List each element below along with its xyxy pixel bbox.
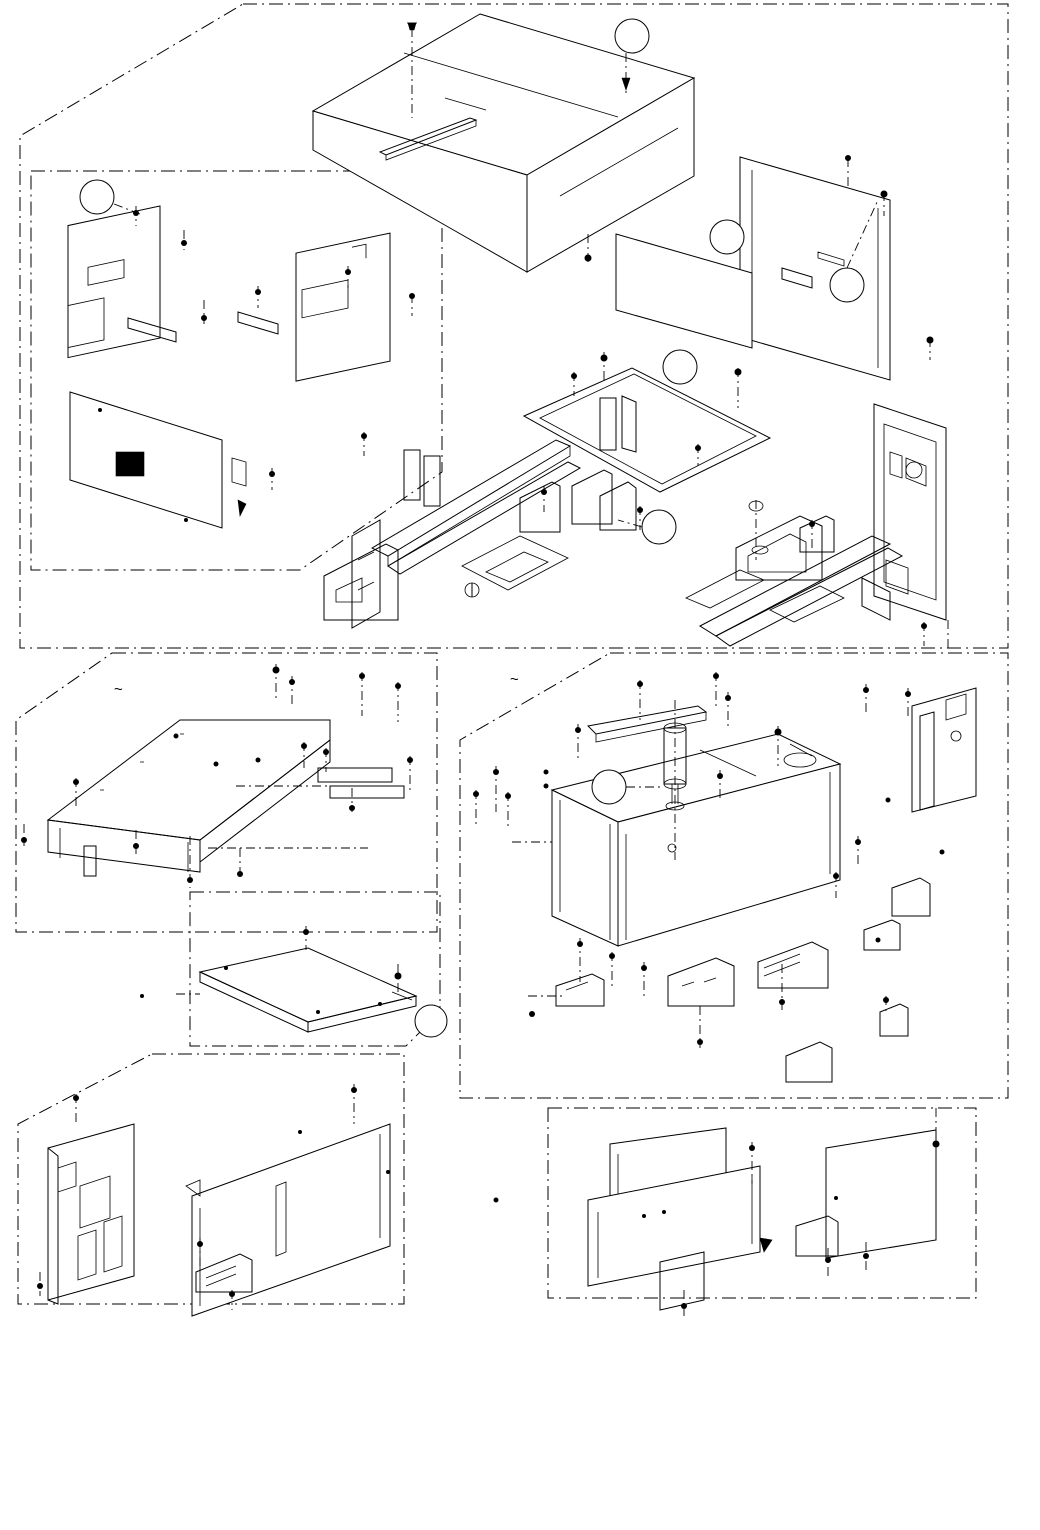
fastener-head [181, 240, 187, 246]
br-arrow-marker [760, 1238, 772, 1252]
pin-dot-4 [544, 770, 549, 775]
flat-panel-c-hole-1 [98, 408, 102, 412]
pin-dot-3 [876, 938, 881, 943]
callout-1-balloon [615, 19, 649, 53]
fastener-head [717, 773, 723, 779]
tray-hole-2 [378, 1002, 382, 1006]
fastener-top-1-head [408, 23, 416, 30]
fastener-head [713, 673, 719, 679]
fastener-head [725, 695, 731, 701]
fastener-head [571, 373, 577, 379]
bl-left-cover-panel [48, 1124, 134, 1300]
lower-bracket-4 [880, 1004, 908, 1036]
bl-right-cover-panel [192, 1124, 390, 1316]
fastener-head [21, 837, 27, 843]
callout-8-balloon [415, 1005, 447, 1037]
tray-fastener-head [303, 929, 309, 935]
fastener-head [809, 521, 815, 527]
fastener-head [37, 1283, 43, 1289]
rail-end-bracket [84, 846, 96, 876]
fastener-head [361, 433, 367, 439]
lower-bracket-1-detail [566, 982, 588, 990]
chassis-left-post [352, 520, 380, 628]
lower-bracket-5 [786, 1042, 832, 1082]
callout-6-leader [618, 520, 642, 527]
fastener-head-3 [927, 337, 934, 344]
br-hole-2 [662, 1210, 666, 1214]
fastener-head [73, 1095, 79, 1101]
pin-dot-2 [940, 850, 945, 855]
mid-right-enclosure-assembly [473, 671, 976, 1082]
mid-tray-assembly [140, 926, 447, 1037]
bottom-right-cover-assembly [588, 1108, 940, 1316]
enclosure-top-rail-edge [596, 712, 706, 742]
upper-left-panel-subassembly [68, 180, 415, 528]
bl-hole-2 [386, 1170, 390, 1174]
fastener-head [133, 210, 139, 216]
lower-bracket-2-hole-a [682, 978, 716, 986]
chassis-deck-detail [462, 536, 568, 590]
tray-hole-1 [224, 966, 228, 970]
fastener-head [863, 687, 869, 693]
cabinet-right-side-panel [740, 157, 890, 380]
fastener-head [187, 877, 193, 883]
chassis-base-frame [324, 350, 948, 648]
fastener-head [695, 445, 701, 451]
fastener-head [637, 681, 643, 687]
fastener-head [577, 941, 583, 947]
fastener-head [845, 155, 851, 161]
fastener-head [349, 805, 355, 811]
chassis-long-rail-2 [388, 462, 580, 574]
fastener-head [273, 667, 280, 674]
fastener-head [133, 843, 139, 849]
chassis-mid-bracket-3 [600, 482, 636, 530]
flat-panel-c-window [116, 452, 144, 476]
fastener-head [345, 269, 351, 275]
chassis-mid-bracket-1 [520, 482, 560, 532]
fastener-head [409, 293, 415, 299]
side-bracket-right-2 [864, 920, 900, 950]
fastener-head [323, 749, 329, 755]
fastener-head [933, 1141, 940, 1148]
chassis-bracket-right-inner [748, 534, 806, 572]
fastener-head [779, 999, 785, 1005]
break-mark-right: ~ [510, 671, 519, 688]
fastener-head [833, 873, 839, 879]
tray-hole-3 [316, 1010, 320, 1014]
chassis-long-rail-edge [388, 446, 570, 566]
chassis-lower-detail-2 [770, 586, 844, 622]
fastener-head [575, 727, 581, 733]
fastener-head [201, 315, 207, 321]
fastener-head [289, 679, 295, 685]
callout-3-balloon [710, 220, 744, 254]
fastener-head [863, 1253, 869, 1259]
fastener-head [905, 691, 911, 697]
fastener-head [395, 683, 401, 689]
pin-dot-1 [886, 798, 891, 803]
mid-left-rail-assembly [21, 664, 413, 888]
fastener-head [681, 1303, 687, 1309]
dim-dot-left [140, 994, 144, 998]
fastener-head [749, 1145, 755, 1151]
rail-sub-strip-2 [330, 786, 404, 798]
fastener-head [229, 1291, 235, 1297]
fastener-head [197, 1241, 203, 1247]
flat-panel-c-tab [232, 458, 246, 486]
chassis-mid-bracket-2 [572, 470, 612, 524]
enclosure-top-rail [588, 706, 706, 734]
rail-hole-3 [256, 758, 261, 763]
fastener-head [359, 673, 365, 679]
tray-top-face [200, 948, 416, 1022]
fastener-head [351, 1087, 357, 1093]
fastener-head [775, 729, 782, 736]
chassis-right-frame [874, 404, 946, 620]
chassis-base-plate [524, 368, 770, 492]
fastener-head [697, 1039, 703, 1045]
chassis-deck-slot [486, 552, 548, 582]
rail-hole-1 [174, 734, 179, 739]
callout-2-balloon [80, 180, 114, 214]
fastener-head [609, 953, 615, 959]
fastener-head-2 [881, 191, 888, 198]
fastener-head [407, 757, 413, 763]
br-panel-c [826, 1130, 936, 1258]
chassis-lower-detail [686, 570, 764, 608]
fastener-head [529, 1011, 535, 1017]
chassis-bracket-right-1 [736, 516, 822, 580]
fastener-head [641, 965, 647, 971]
break-mark-left: ~ [114, 681, 123, 698]
flat-panel-a [68, 206, 160, 358]
callout-5-balloon [663, 350, 697, 384]
br-hole-1 [642, 1214, 646, 1218]
fastener-head [473, 791, 479, 797]
callout-6-balloon [642, 510, 676, 544]
fastener-head [601, 355, 608, 362]
callout-4-balloon [830, 268, 864, 302]
flat-panel-c-hole-2 [184, 518, 188, 522]
side-bracket-right-1 [892, 878, 930, 916]
top-cabinet-assembly [68, 14, 948, 648]
fastener-head [735, 369, 742, 376]
small-strip-b [238, 312, 278, 334]
fastener-head [883, 997, 889, 1003]
fastener-head [825, 1257, 831, 1263]
rail-hole-2 [214, 762, 219, 767]
bl-hole-1 [298, 1130, 302, 1134]
pin-dot-5 [544, 784, 549, 789]
flat-panel-c [70, 392, 222, 528]
chassis-bracket-right-2 [800, 516, 834, 552]
fastener-head [855, 839, 861, 845]
fastener-head [255, 289, 261, 295]
fastener-head [237, 871, 243, 877]
tray-fastener-head-2 [395, 973, 402, 980]
fastener-head [541, 489, 547, 495]
callout-7-balloon [592, 770, 626, 804]
stray-dot [494, 1198, 499, 1203]
chassis-plate-left-2 [424, 456, 440, 506]
chassis-long-rail [372, 440, 570, 556]
lower-bracket-2 [668, 958, 734, 1006]
br-hole-3 [834, 1196, 838, 1200]
bottom-left-cover-assembly [37, 1084, 499, 1316]
fastener-head [301, 743, 307, 749]
rail-beam-top [48, 720, 330, 840]
fastener-head-4 [585, 255, 592, 262]
flat-panel-b [296, 233, 390, 381]
fastener-head [269, 471, 275, 477]
fastener-head [921, 623, 927, 629]
rail-sub-strip [318, 768, 392, 782]
fastener-head [637, 507, 643, 513]
flat-panel-c-arrow [238, 500, 246, 516]
fastener-head [493, 769, 499, 775]
fastener-head [73, 779, 79, 785]
fastener-head [505, 793, 511, 799]
